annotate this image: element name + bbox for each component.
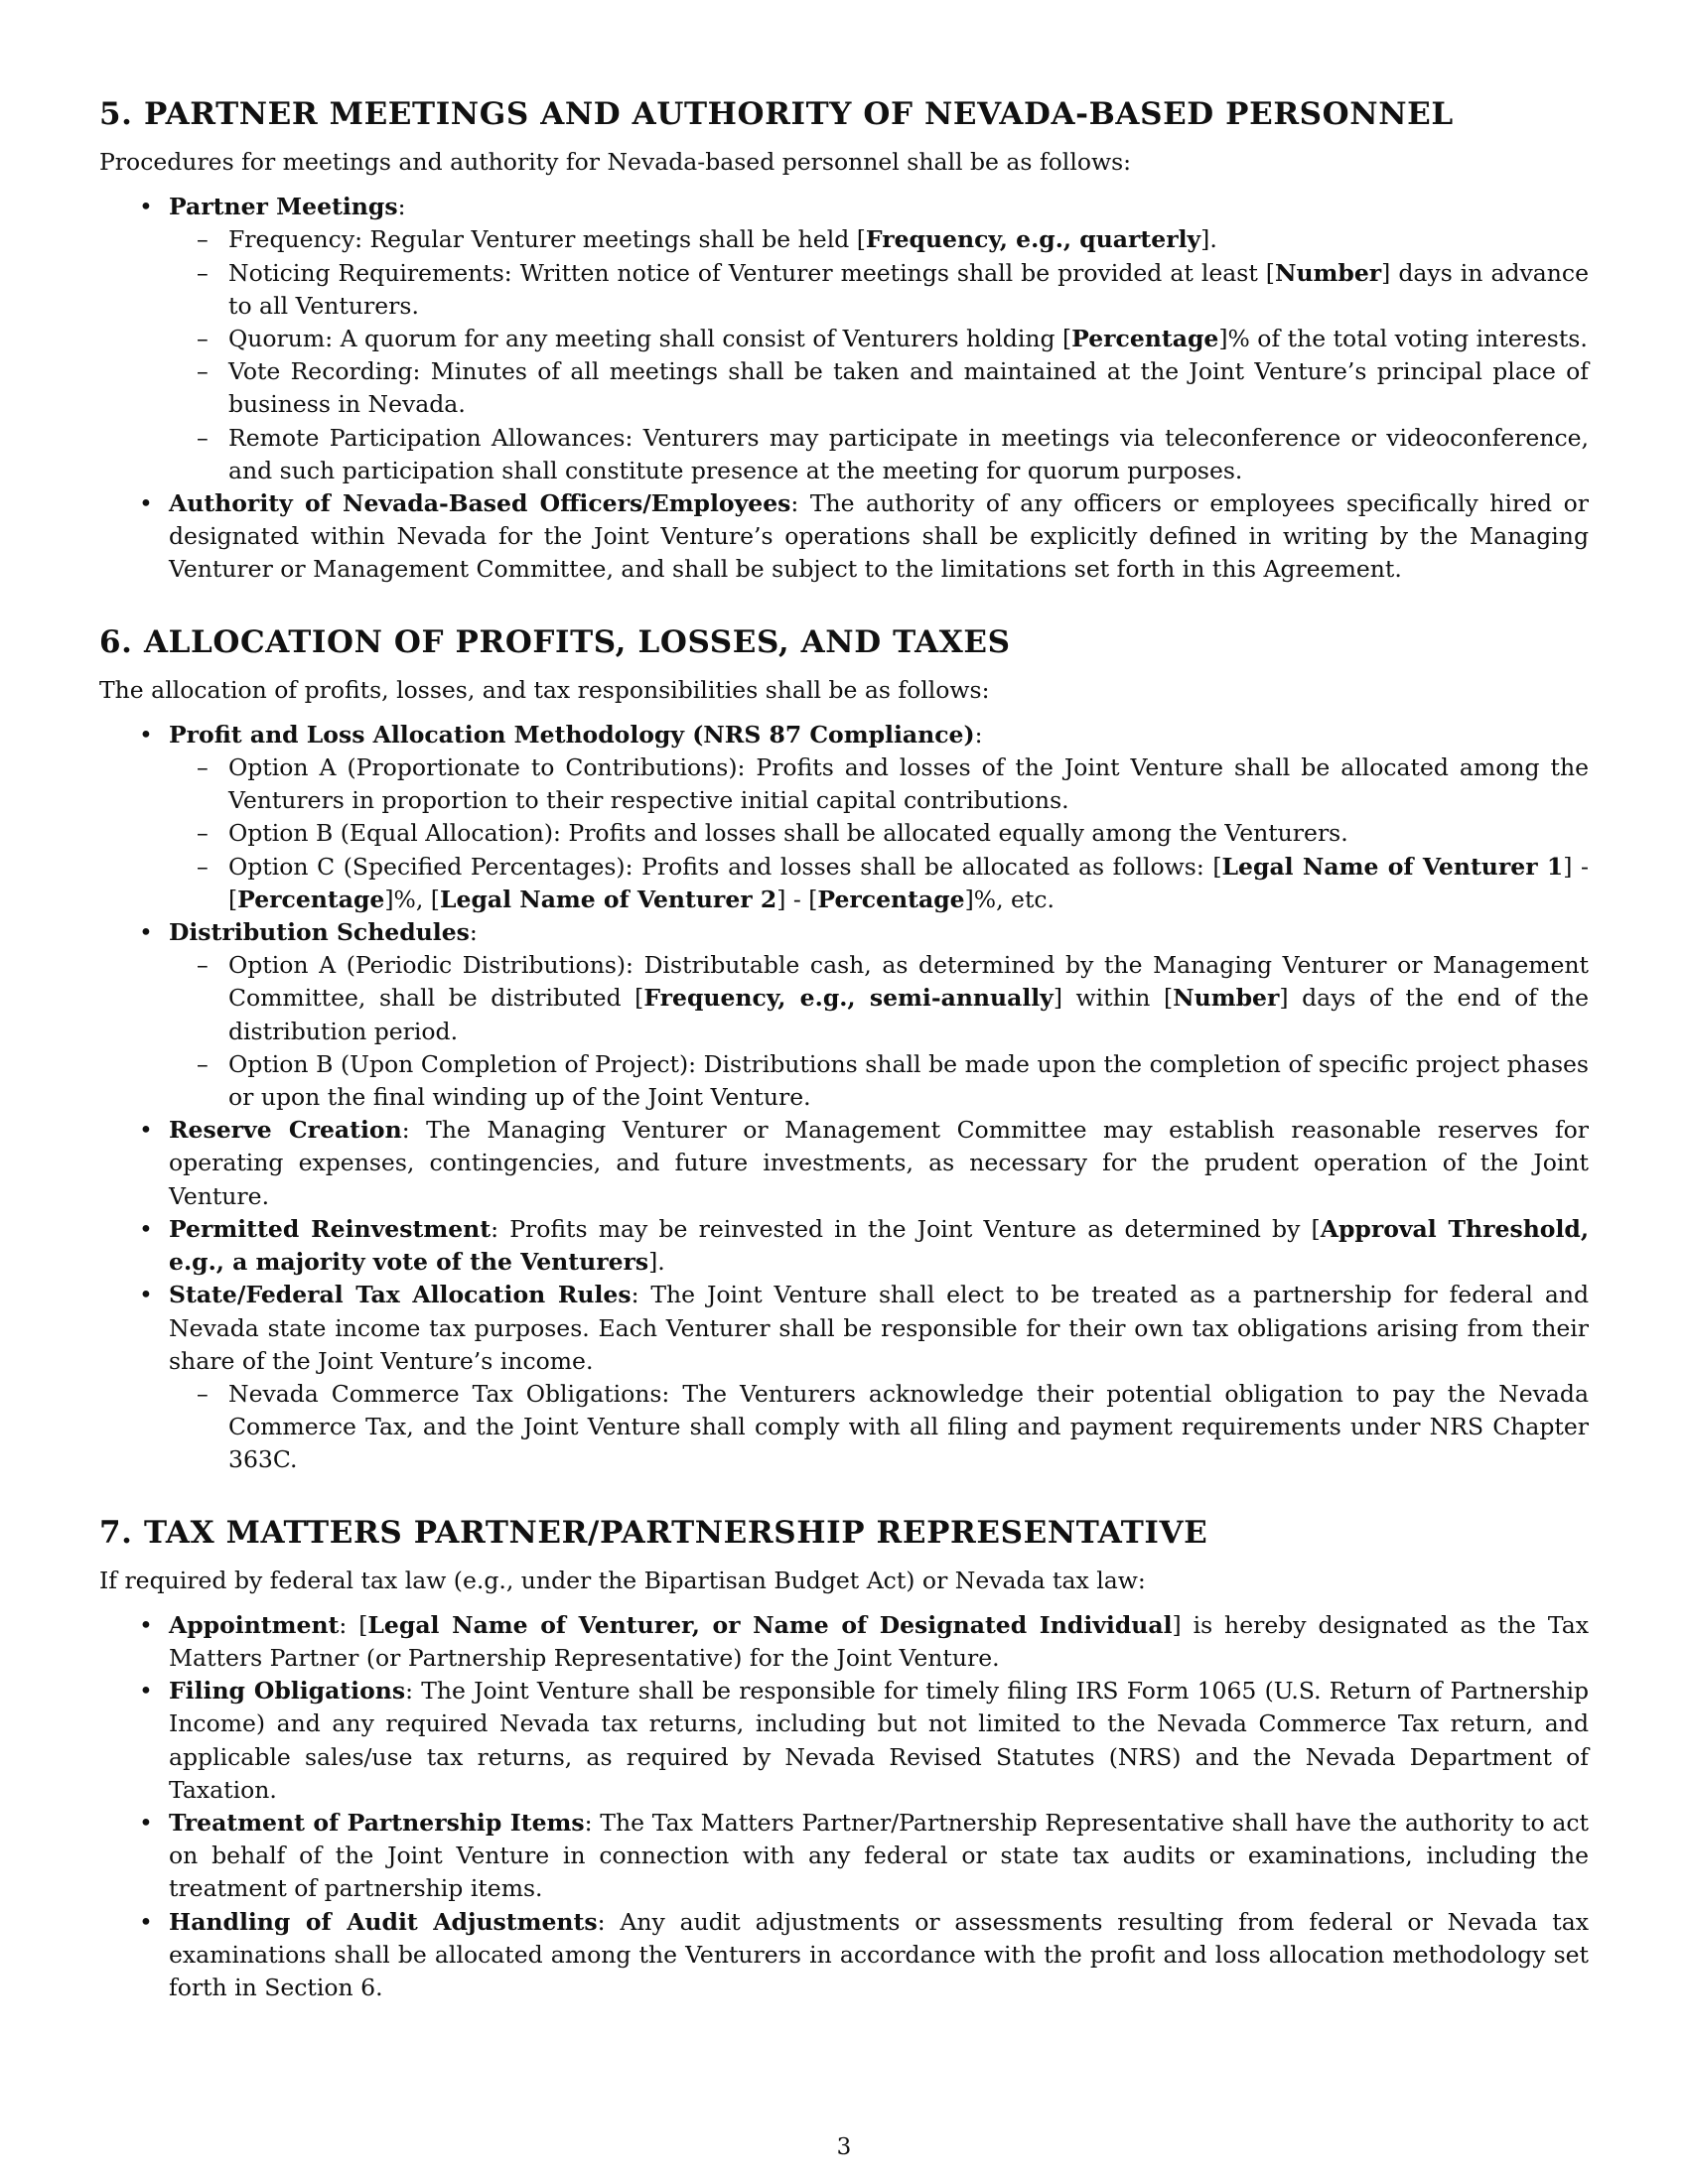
item-text: Any audit adjustments or assessments resulting from federal or Nevada tax examinations shall be allocated among the Venturers in accordance with the profit and loss allocation methodology set forth in Section 6. [169, 1907, 1589, 2001]
section-7 [99, 1513, 1589, 2005]
sub-item: – Remote Participation Allowances: Venturers may participate in meetings via teleconference or videoconference, and such participation shall constitute presence at the meeting for quorum purposes. [169, 422, 1589, 487]
sub-item: – Vote Recording: Minutes of all meetings shall be taken and maintained at the Joint Venture’s principal place of business in Nevada. [169, 355, 1589, 421]
item-title: State/Federal Tax Allocation Rules [169, 1281, 632, 1309]
list-item: • Authority of Nevada-Based Officers/Employees: The authority of any officers or employees specifically hired or designated within Nevada for the Joint Venture’s operations shall be explicitly defined in writing by the Managing Venturer or Management Committee, and shall be subject to the limitations set forth in this Agreement. [99, 487, 1589, 587]
section-6 [99, 622, 1589, 1477]
sub-item: – Option A (Periodic Distributions): Distributable cash, as determined by the Managing Venturer or Management Committee, shall be distributed [Frequency, e.g., semi-annually] within [Number] days of the end of the distribution period. [169, 949, 1589, 1048]
section-intro: Procedures for meetings and authority for Nevada-based personnel shall be as follows: [99, 148, 1132, 176]
sub-item: – Option A (Proportionate to Contributions): Profits and losses of the Joint Venture shall be allocated among the Venturers in proportion to their respective initial capital contributions. [169, 751, 1589, 817]
section-5 [99, 94, 1589, 587]
sub-list [169, 1378, 1589, 1477]
item-title: Distribution Schedules [169, 918, 470, 947]
item-text: The Tax Matters Partner/Partnership Representative shall have the authority to act on behalf of the Joint Venture in connection with any federal or state tax audits or examinations, including the treatment of partnership items. [169, 1808, 1589, 1903]
sub-list [169, 751, 1589, 916]
sub-list [169, 223, 1589, 487]
list-item: • Permitted Reinvestment: Profits may be reinvested in the Joint Venture as determined by [Approval Threshold, e.g., a majority vote of the Venturers]. [99, 1213, 1589, 1279]
item-title: Filing Obligations [169, 1677, 406, 1706]
item-title: Appointment [169, 1610, 340, 1639]
bullet-list [99, 1609, 1589, 2004]
list-item: • Distribution Schedules: – Option A (Periodic Distributions): Distributable cash, as determined by the Managing Venturer or Management Committee, shall be distributed [Frequency, e.g., semi-annually] within [Number] days of the end of the distribution period. – Option B (Upon Completion of Project): Distributions shall be made upon the completion of specific project phases or upon the final winding up of the Joint Venture. [99, 916, 1589, 1114]
item-text: The authority of any officers or employees specifically hired or designated within Nevada for the Joint Venture’s operations shall be explicitly defined in writing by the Managing Venturer or Management Committee, and shall be subject to the limitations set forth in this Agreement. [169, 489, 1589, 584]
item-title: Reserve Creation [169, 1116, 402, 1145]
item-title: Treatment of Partnership Items [169, 1808, 585, 1837]
item-title: Permitted Reinvestment [169, 1214, 492, 1243]
page-number: 3 [836, 2134, 852, 2160]
sub-item: – Option B (Upon Completion of Project): Distributions shall be made upon the completion of specific project phases or upon the final winding up of the Joint Venture. [169, 1048, 1589, 1114]
sub-item: – Option C (Specified Percentages): Profits and losses shall be allocated as follows: [Legal Name of Venturer 1] - [Percentage]%, [Legal Name of Venturer 2] - [Percentage]%, etc. [169, 851, 1589, 916]
sub-item: – Option B (Equal Allocation): Profits and losses shall be allocated equally among the Venturers. [169, 817, 1589, 850]
list-item: • State/Federal Tax Allocation Rules: The Joint Venture shall elect to be treated as a partnership for federal and Nevada state income tax purposes. Each Venturer shall be responsible for their own tax obligations arising from their share of the Joint Venture’s income. – Nevada Commerce Tax Obligations: The Venturers acknowledge their potential obligation to pay the Nevada Commerce Tax, and the Joint Venture shall comply with all filing and payment requirements under NRS Chapter 363C. [99, 1279, 1589, 1476]
item-title: Handling of Audit Adjustments [169, 1907, 598, 1936]
list-item: • Treatment of Partnership Items: The Tax Matters Partner/Partnership Representative shall have the authority to act on behalf of the Joint Venture in connection with any federal or state tax audits or examinations, including the treatment of partnership items. [99, 1807, 1589, 1906]
document-page [99, 94, 1589, 2040]
item-title: Profit and Loss Allocation Methodology (NRS 87 Compliance) [169, 720, 975, 749]
list-item: • Appointment: [Legal Name of Venturer, or Name of Designated Individual] is hereby designated as the Tax Matters Partner (or Partnership Representative) for the Joint Venture. [99, 1609, 1589, 1675]
list-item: • Filing Obligations: The Joint Venture shall be responsible for timely filing IRS Form 1065 (U.S. Return of Partnership Income) and any required Nevada tax returns, including but not limited to the Nevada Commerce Tax return, and applicable sales/use tax returns, as required by Nevada Revised Statutes (NRS) and the Nevada Department of Taxation. [99, 1675, 1589, 1807]
sub-list [169, 949, 1589, 1114]
item-text: The Managing Venturer or Management Committee may establish reasonable reserves for operating expenses, contingencies, and future investments, as necessary for the prudent operation of the Joint Venture. [169, 1116, 1590, 1210]
sub-item: – Quorum: A quorum for any meeting shall consist of Venturers holding [Percentage]% of the total voting interests. [169, 323, 1589, 355]
sub-item: – Nevada Commerce Tax Obligations: The Venturers acknowledge their potential obligation to pay the Nevada Commerce Tax, and the Joint Venture shall comply with all filing and payment requirements under NRS Chapter 363C. [169, 1378, 1589, 1477]
list-item: • Reserve Creation: The Managing Venturer or Management Committee may establish reasonable reserves for operating expenses, contingencies, and future investments, as necessary for the prudent operation of the Joint Venture. [99, 1114, 1589, 1213]
item-title: Partner Meetings [169, 193, 398, 221]
item-text: The Joint Venture shall be responsible for timely filing IRS Form 1065 (U.S. Return of Partnership Income) and any required Nevada tax returns, including but not limited to the Nevada Commerce Tax return, and applicable sales/use tax returns, as required by Nevada Revised Statutes (NRS) and the Nevada Department of Taxation. [169, 1677, 1590, 1804]
list-item: • Profit and Loss Allocation Methodology (NRS 87 Compliance): – Option A (Proportionate to Contributions): Profits and losses of the Joint Venture shall be allocated among the Venturers in proportion to their respective initial capital contributions. – Option B (Equal Allocation): Profits and losses shall be allocated equally among the Venturers. – Option C (Specified Percentages): Profits and losses shall be allocated as follows: [Legal Name of Venturer 1] - [Percentage]%, [Legal Name of Venturer 2] - [Percentage]%, etc. [99, 719, 1589, 916]
bullet-list [99, 719, 1589, 1477]
sub-item: – Frequency: Regular Venturer meetings shall be held [Frequency, e.g., quarterly]. [169, 223, 1589, 256]
section-heading: 7. TAX MATTERS PARTNER/PARTNERSHIP REPRESENTATIVE [99, 1514, 1208, 1551]
section-intro: If required by federal tax law (e.g., under the Bipartisan Budget Act) or Nevada tax law: [99, 1566, 1146, 1594]
section-heading: 6. ALLOCATION OF PROFITS, LOSSES, AND TAXES [99, 623, 1011, 660]
sub-item: – Noticing Requirements: Written notice of Venturer meetings shall be provided at least [Number] days in advance to all Venturers. [169, 257, 1589, 323]
section-heading: 5. PARTNER MEETINGS AND AUTHORITY OF NEVADA-BASED PERSONNEL [99, 96, 1454, 132]
list-item: • Partner Meetings: – Frequency: Regular Venturer meetings shall be held [Frequency, e.g., quarterly]. – Noticing Requirements: Written notice of Venturer meetings shall be provided at least [Number] days in advance to all Venturers. – Quorum: A quorum for any meeting shall consist of Venturers holding [Percentage]% of the total voting interests. – Vote Recording: Minutes of all meetings shall be taken and maintained at the Joint Venture’s principal place of business in Nevada. – Remote Participation Allowances: Venturers may participate in meetings via teleconference or videoconference, and such participation shall constitute presence at the meeting for quorum purposes. [99, 191, 1589, 487]
list-item: • Handling of Audit Adjustments: Any audit adjustments or assessments resulting from federal or Nevada tax examinations shall be allocated among the Venturers in accordance with the profit and loss allocation methodology set forth in Section 6. [99, 1906, 1589, 2005]
item-title: Authority of Nevada-Based Officers/Employees [169, 489, 791, 518]
item-text: The Joint Venture shall elect to be treated as a partnership for federal and Nevada state income tax purposes. Each Venturer shall be responsible for their own tax obligations arising from their share of the Joint Venture’s income. [169, 1281, 1590, 1375]
bullet-list [99, 191, 1589, 586]
section-intro: The allocation of profits, losses, and tax responsibilities shall be as follows: [99, 675, 990, 704]
